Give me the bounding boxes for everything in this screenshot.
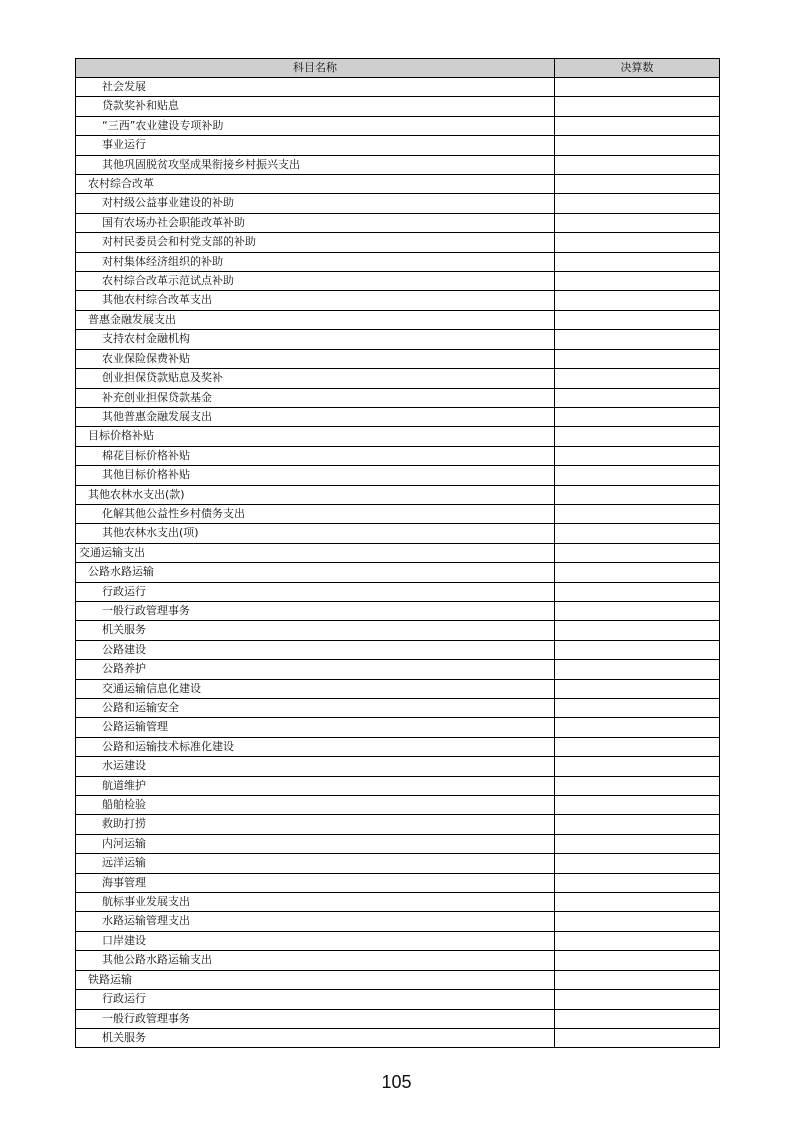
row-amount-cell — [555, 718, 720, 737]
row-name-cell: 其他目标价格补贴 — [76, 466, 555, 485]
row-amount-cell — [555, 524, 720, 543]
row-name-cell: 化解其他公益性乡村债务支出 — [76, 504, 555, 523]
row-amount-cell — [555, 679, 720, 698]
row-amount-cell — [555, 1028, 720, 1047]
column-header-name: 科目名称 — [76, 59, 555, 78]
row-amount-cell — [555, 485, 720, 504]
table-row — [76, 640, 720, 659]
row-name-cell: 救助打捞 — [76, 815, 555, 834]
budget-table — [75, 58, 720, 1048]
table-row — [76, 97, 720, 116]
row-name-cell: 远洋运输 — [76, 854, 555, 873]
table-row — [76, 233, 720, 252]
table-row — [76, 252, 720, 271]
page-number: 105 — [381, 1072, 412, 1092]
table-row — [76, 951, 720, 970]
row-name-cell: 对村民委员会和村党支部的补助 — [76, 233, 555, 252]
row-name-cell: 棉花目标价格补贴 — [76, 446, 555, 465]
row-amount-cell — [555, 854, 720, 873]
row-name-cell: 机关服务 — [76, 621, 555, 640]
row-amount-cell — [555, 757, 720, 776]
row-name-cell: 国有农场办社会职能改革补助 — [76, 213, 555, 232]
row-name-cell: 航标事业发展支出 — [76, 893, 555, 912]
row-amount-cell — [555, 252, 720, 271]
row-name-cell: 公路和运输安全 — [76, 699, 555, 718]
table-row — [76, 815, 720, 834]
row-name-cell: 公路建设 — [76, 640, 555, 659]
row-name-cell: 口岸建设 — [76, 931, 555, 950]
table-row — [76, 970, 720, 989]
row-name-cell: 公路运输管理 — [76, 718, 555, 737]
table-row — [76, 485, 720, 504]
row-amount-cell — [555, 601, 720, 620]
row-name-cell: 一般行政管理事务 — [76, 1009, 555, 1028]
row-name-cell: 创业担保贷款贴息及奖补 — [76, 369, 555, 388]
row-name-cell: 机关服务 — [76, 1028, 555, 1047]
row-name-cell: 其他巩固脱贫攻坚成果衔接乡村振兴支出 — [76, 155, 555, 174]
row-amount-cell — [555, 388, 720, 407]
table-row — [76, 466, 720, 485]
row-name-cell: 社会发展 — [76, 78, 555, 97]
table-row — [76, 563, 720, 582]
row-amount-cell — [555, 640, 720, 659]
table-row — [76, 543, 720, 562]
table-row — [76, 272, 720, 291]
row-name-cell: “三西”农业建设专项补助 — [76, 116, 555, 135]
table-row — [76, 718, 720, 737]
table-row — [76, 504, 720, 523]
row-amount-cell — [555, 194, 720, 213]
table-row — [76, 912, 720, 931]
column-header-amount: 决算数 — [555, 59, 720, 78]
row-amount-cell — [555, 330, 720, 349]
row-name-cell: 农村综合改革 — [76, 175, 555, 194]
row-amount-cell — [555, 466, 720, 485]
row-amount-cell — [555, 136, 720, 155]
table-row — [76, 757, 720, 776]
table-row — [76, 873, 720, 892]
row-amount-cell — [555, 660, 720, 679]
row-name-cell: 其他农林水支出(款) — [76, 485, 555, 504]
table-row — [76, 349, 720, 368]
row-amount-cell — [555, 815, 720, 834]
row-amount-cell — [555, 990, 720, 1009]
table-row — [76, 834, 720, 853]
row-amount-cell — [555, 349, 720, 368]
table-row — [76, 136, 720, 155]
row-amount-cell — [555, 563, 720, 582]
row-name-cell: 支持农村金融机构 — [76, 330, 555, 349]
table-body — [76, 78, 720, 1048]
table-row — [76, 679, 720, 698]
row-amount-cell — [555, 1009, 720, 1028]
row-name-cell: 公路水路运输 — [76, 563, 555, 582]
row-amount-cell — [555, 970, 720, 989]
table-row — [76, 155, 720, 174]
row-amount-cell — [555, 737, 720, 756]
row-name-cell: 航道维护 — [76, 776, 555, 795]
table-row — [76, 446, 720, 465]
row-name-cell: 其他农村综合改革支出 — [76, 291, 555, 310]
row-amount-cell — [555, 213, 720, 232]
row-name-cell: 普惠金融发展支出 — [76, 310, 555, 329]
table-row — [76, 1009, 720, 1028]
row-name-cell: 对村级公益事业建设的补助 — [76, 194, 555, 213]
table-row — [76, 601, 720, 620]
table-row — [76, 582, 720, 601]
row-name-cell: 农村综合改革示范试点补助 — [76, 272, 555, 291]
row-amount-cell — [555, 446, 720, 465]
row-amount-cell — [555, 504, 720, 523]
row-amount-cell — [555, 272, 720, 291]
table-row — [76, 893, 720, 912]
table-row — [76, 116, 720, 135]
row-amount-cell — [555, 175, 720, 194]
table-row — [76, 854, 720, 873]
table-row — [76, 407, 720, 426]
row-name-cell: 目标价格补贴 — [76, 427, 555, 446]
table-row — [76, 310, 720, 329]
table-row — [76, 524, 720, 543]
table-row — [76, 1028, 720, 1047]
row-name-cell: 交通运输信息化建设 — [76, 679, 555, 698]
row-amount-cell — [555, 233, 720, 252]
row-amount-cell — [555, 155, 720, 174]
table-row — [76, 194, 720, 213]
table-row — [76, 796, 720, 815]
row-name-cell: 行政运行 — [76, 990, 555, 1009]
row-amount-cell — [555, 291, 720, 310]
table-header-row — [76, 59, 720, 78]
row-name-cell: 内河运输 — [76, 834, 555, 853]
row-amount-cell — [555, 931, 720, 950]
row-amount-cell — [555, 621, 720, 640]
row-amount-cell — [555, 582, 720, 601]
row-amount-cell — [555, 369, 720, 388]
table-row — [76, 388, 720, 407]
row-amount-cell — [555, 407, 720, 426]
row-amount-cell — [555, 116, 720, 135]
table-row — [76, 78, 720, 97]
row-amount-cell — [555, 97, 720, 116]
row-name-cell: 其他普惠金融发展支出 — [76, 407, 555, 426]
row-amount-cell — [555, 427, 720, 446]
row-name-cell: 船舶检验 — [76, 796, 555, 815]
row-name-cell: 一般行政管理事务 — [76, 601, 555, 620]
row-amount-cell — [555, 699, 720, 718]
table-row — [76, 369, 720, 388]
row-name-cell: 贷款奖补和贴息 — [76, 97, 555, 116]
row-amount-cell — [555, 310, 720, 329]
row-amount-cell — [555, 834, 720, 853]
row-name-cell: 铁路运输 — [76, 970, 555, 989]
row-amount-cell — [555, 78, 720, 97]
row-name-cell: 水运建设 — [76, 757, 555, 776]
row-name-cell: 农业保险保费补贴 — [76, 349, 555, 368]
row-amount-cell — [555, 951, 720, 970]
table-row — [76, 776, 720, 795]
row-name-cell: 海事管理 — [76, 873, 555, 892]
row-name-cell: 水路运输管理支出 — [76, 912, 555, 931]
table-row — [76, 175, 720, 194]
row-name-cell: 事业运行 — [76, 136, 555, 155]
row-amount-cell — [555, 796, 720, 815]
row-amount-cell — [555, 543, 720, 562]
row-name-cell: 其他公路水路运输支出 — [76, 951, 555, 970]
table-row — [76, 699, 720, 718]
row-name-cell: 其他农林水支出(项) — [76, 524, 555, 543]
row-name-cell: 行政运行 — [76, 582, 555, 601]
table-row — [76, 621, 720, 640]
table-row — [76, 737, 720, 756]
table-row — [76, 291, 720, 310]
table-row — [76, 931, 720, 950]
row-name-cell: 对村集体经济组织的补助 — [76, 252, 555, 271]
row-amount-cell — [555, 912, 720, 931]
table-row — [76, 660, 720, 679]
table-row — [76, 330, 720, 349]
row-amount-cell — [555, 873, 720, 892]
row-name-cell: 公路和运输技术标准化建设 — [76, 737, 555, 756]
row-name-cell: 补充创业担保贷款基金 — [76, 388, 555, 407]
row-amount-cell — [555, 893, 720, 912]
row-name-cell: 公路养护 — [76, 660, 555, 679]
row-amount-cell — [555, 776, 720, 795]
table-row — [76, 990, 720, 1009]
table-row — [76, 427, 720, 446]
row-name-cell: 交通运输支出 — [76, 543, 555, 562]
table-row — [76, 213, 720, 232]
budget-table-container — [75, 58, 719, 1048]
